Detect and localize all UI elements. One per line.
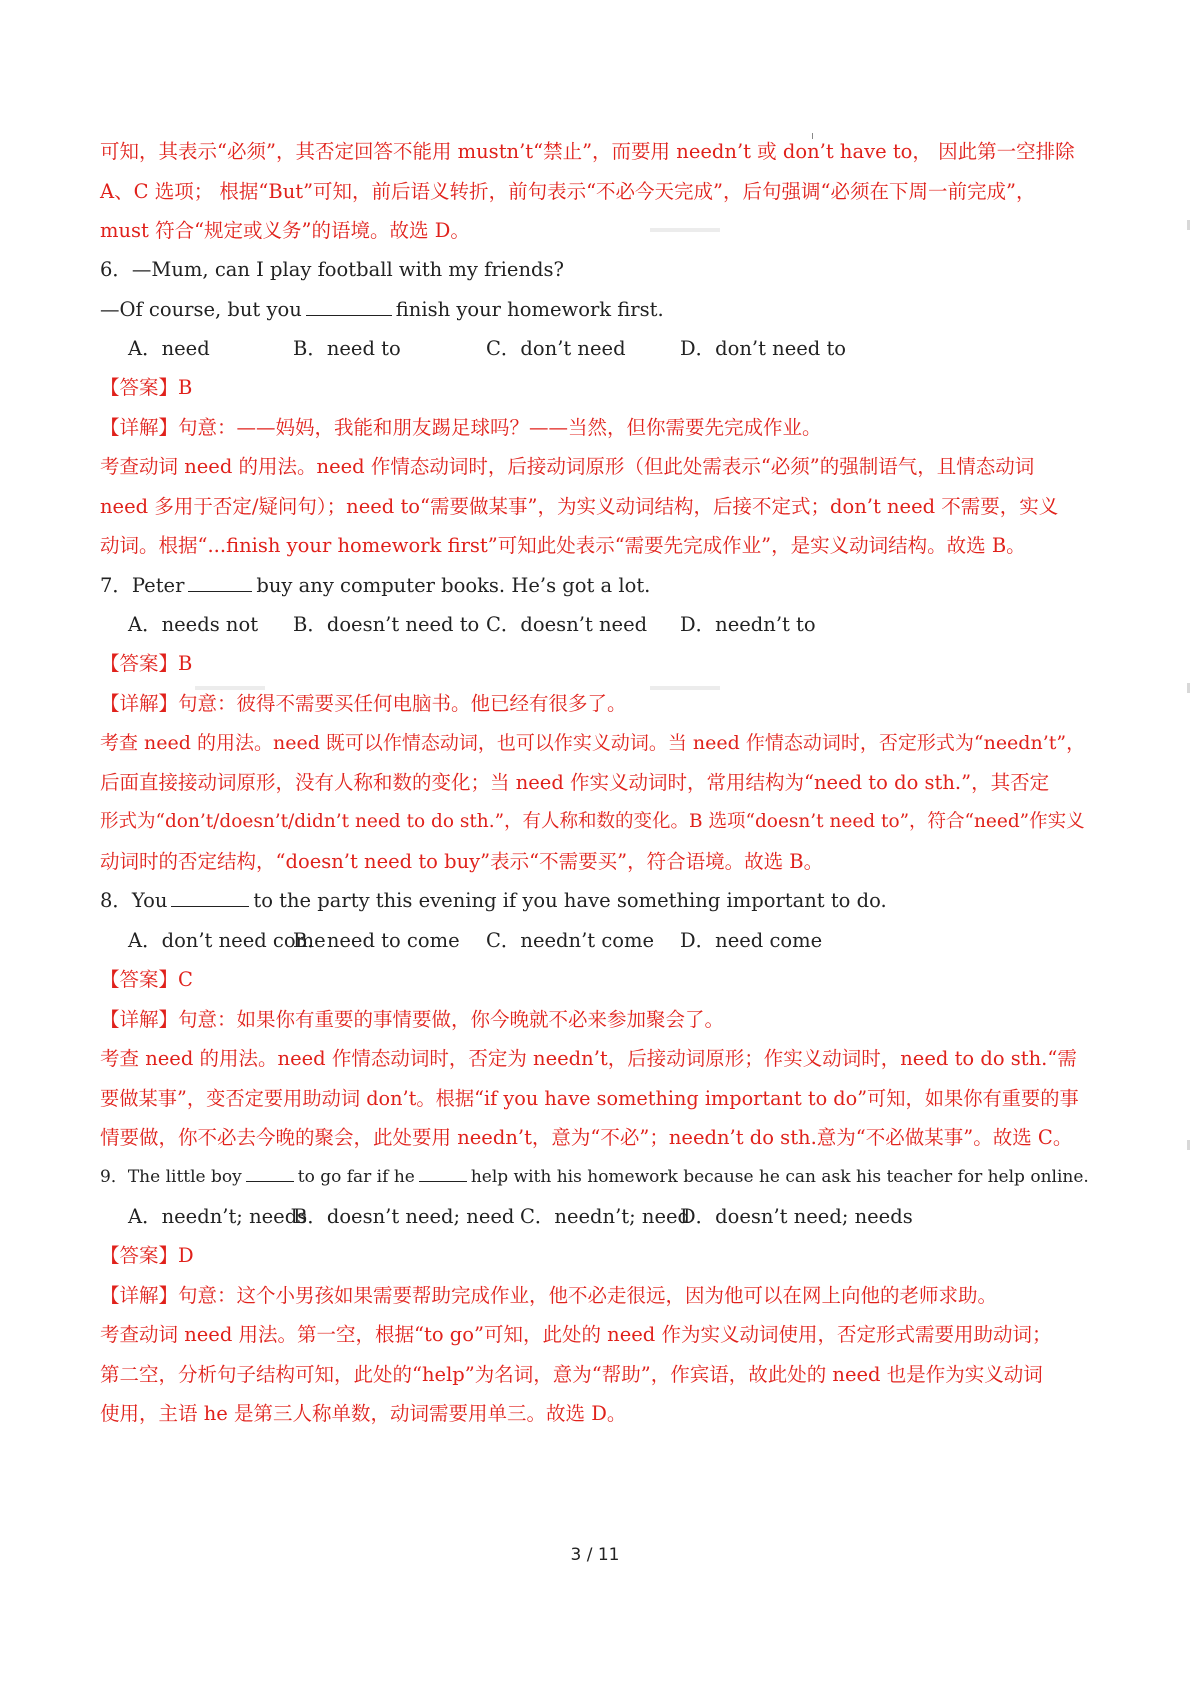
answer-blank: [171, 884, 249, 907]
explanation-line: 形式为“don’t/doesn’t/didn’t need to do sth.”，有人称和数的变化。B 选项“doesn’t need to”，符合“need”作实义: [100, 811, 1085, 832]
explanation-line: 要做某事”，变否定要用助动词 don’t。根据“if you have something important to do”可知，如果你有重要的事: [100, 1087, 1079, 1110]
option-b: B．need to come: [293, 929, 460, 952]
explanation-line: 考查 need 的用法。need 既可以作情态动词，也可以作实义动词。当 need 作情态动词时，否定形式为“needn’t”，: [100, 732, 1086, 754]
option-b: B．need to: [293, 337, 401, 360]
answer-blank: [419, 1159, 467, 1182]
explanation-line: must 符合“规定或义务”的语境。故选 D。: [100, 219, 470, 242]
explanation-line: 考查 need 的用法。need 作情态动词时，否定为 needn’t，后接动词原形；作实义动词时，need to do sth.“需: [100, 1047, 1077, 1070]
answer-blank: [306, 293, 392, 316]
option-b: B．doesn’t need to: [293, 613, 480, 636]
option-c: C．doesn’t need: [486, 613, 648, 636]
option-c: C．needn’t; need: [520, 1205, 691, 1228]
option-d: D．don’t need to: [680, 337, 847, 360]
option-d: D．needn’t to: [680, 613, 816, 636]
option-a: A．need: [128, 337, 210, 360]
stem-text: buy any computer books. He’s got a lot.: [256, 574, 651, 597]
detail-line: 【详解】句意：这个小男孩如果需要帮助完成作业，他不必走很远，因为他可以在网上向他的老师求助。: [100, 1284, 998, 1307]
stem-text: —Of course, but you: [100, 298, 302, 321]
stem-text: to go far if he: [297, 1167, 415, 1187]
explanation-line: 后面直接接动词原形，没有人称和数的变化；当 need 作实义动词时，常用结构为“need to do sth.”，其否定: [100, 771, 1050, 794]
explanation-line: 考查动词 need 用法。第一空，根据“to go”可知，此处的 need 作为实义动词使用，否定形式需要用助动词；: [100, 1323, 1052, 1346]
detail-line: 【详解】句意：如果你有重要的事情要做，你今晚就不必来参加聚会了。: [100, 1008, 725, 1031]
option-b: B．doesn’t need; need: [293, 1205, 515, 1228]
explanation-line: 情要做，你不必去今晚的聚会，此处要用 needn’t，意为“不必”；needn’t do sth.意为“不必做某事”。故选 C。: [100, 1126, 1073, 1149]
question-6-line1: 6．—Mum, can I play football with my friends?: [100, 258, 564, 281]
explanation-line: 动词。根据“...finish your homework first”可知此处表示“需要先完成作业”，是实义动词结构。故选 B。: [100, 534, 1026, 557]
detail-line: 【详解】句意：彼得不需要买任何电脑书。他已经有很多了。: [100, 692, 627, 715]
question-9-stem: [100, 1157, 1090, 1197]
answer-blank: [246, 1159, 294, 1182]
question-8-stem: [100, 881, 1090, 921]
answer-label: 【答案】C: [100, 968, 193, 991]
option-d: D．need come: [680, 929, 823, 952]
explanation-line: 考查动词 need 的用法。need 作情态动词时，后接动词原形（但此处需表示“必须”的强制语气，且情态动词: [100, 455, 1035, 478]
explanation-line: 第二空，分析句子结构可知，此处的“help”为名词，意为“帮助”，作宾语，故此处的 need 也是作为实义动词: [100, 1363, 1043, 1386]
option-a: A．needs not: [128, 613, 259, 636]
stem-text: finish your homework first.: [395, 298, 664, 321]
explanation-line: 可知，其表示“必须”，其否定回答不能用 mustn’t“禁止”，而要用 needn’t 或 don’t have to， 因此第一空排除: [100, 140, 1075, 163]
option-c: C．needn’t come: [486, 929, 655, 952]
question-8-options: [100, 921, 1090, 961]
stem-text: 7．Peter: [100, 574, 185, 597]
option-a: A．needn’t; needs: [128, 1205, 308, 1228]
question-7-stem: [100, 566, 1090, 606]
answer-label: 【答案】B: [100, 652, 193, 675]
stem-text: 9．The little boy: [100, 1167, 242, 1187]
page-number: 3 / 11: [570, 1545, 620, 1565]
explanation-line: need 多用于否定/疑问句）；need to“需要做某事”，为实义动词结构，后接不定式；don’t need 不需要，实义: [100, 495, 1059, 518]
question-6-line2: [100, 290, 1090, 330]
detail-line: 【详解】句意：——妈妈，我能和朋友踢足球吗？——当然，但你需要先完成作业。: [100, 416, 822, 439]
answer-label: 【答案】D: [100, 1244, 194, 1267]
option-d: D．doesn’t need; needs: [680, 1205, 913, 1228]
explanation-line: A、C 选项； 根据“But”可知，前后语义转折，前句表示“不必今天完成”，后句强调“必须在下周一前完成”，: [100, 180, 1036, 203]
option-c: C．don’t need: [486, 337, 626, 360]
stem-text: help with his homework because he can ask his teacher for help online.: [470, 1167, 1089, 1187]
answer-label: 【答案】B: [100, 376, 193, 399]
explanation-line: 使用，主语 he 是第三人称单数，动词需要用单三。故选 D。: [100, 1402, 627, 1425]
question-7-options: [100, 605, 1090, 645]
option-a: A．don’t need come: [128, 929, 326, 952]
question-6-options: [100, 329, 1090, 369]
answer-blank: [188, 569, 252, 592]
stem-text: to the party this evening if you have something important to do.: [253, 889, 887, 912]
explanation-line: 动词时的否定结构，“doesn’t need to buy”表示“不需要买”，符合语境。故选 B。: [100, 850, 824, 873]
stem-text: 8．You: [100, 889, 168, 912]
question-9-options: [100, 1197, 1090, 1237]
